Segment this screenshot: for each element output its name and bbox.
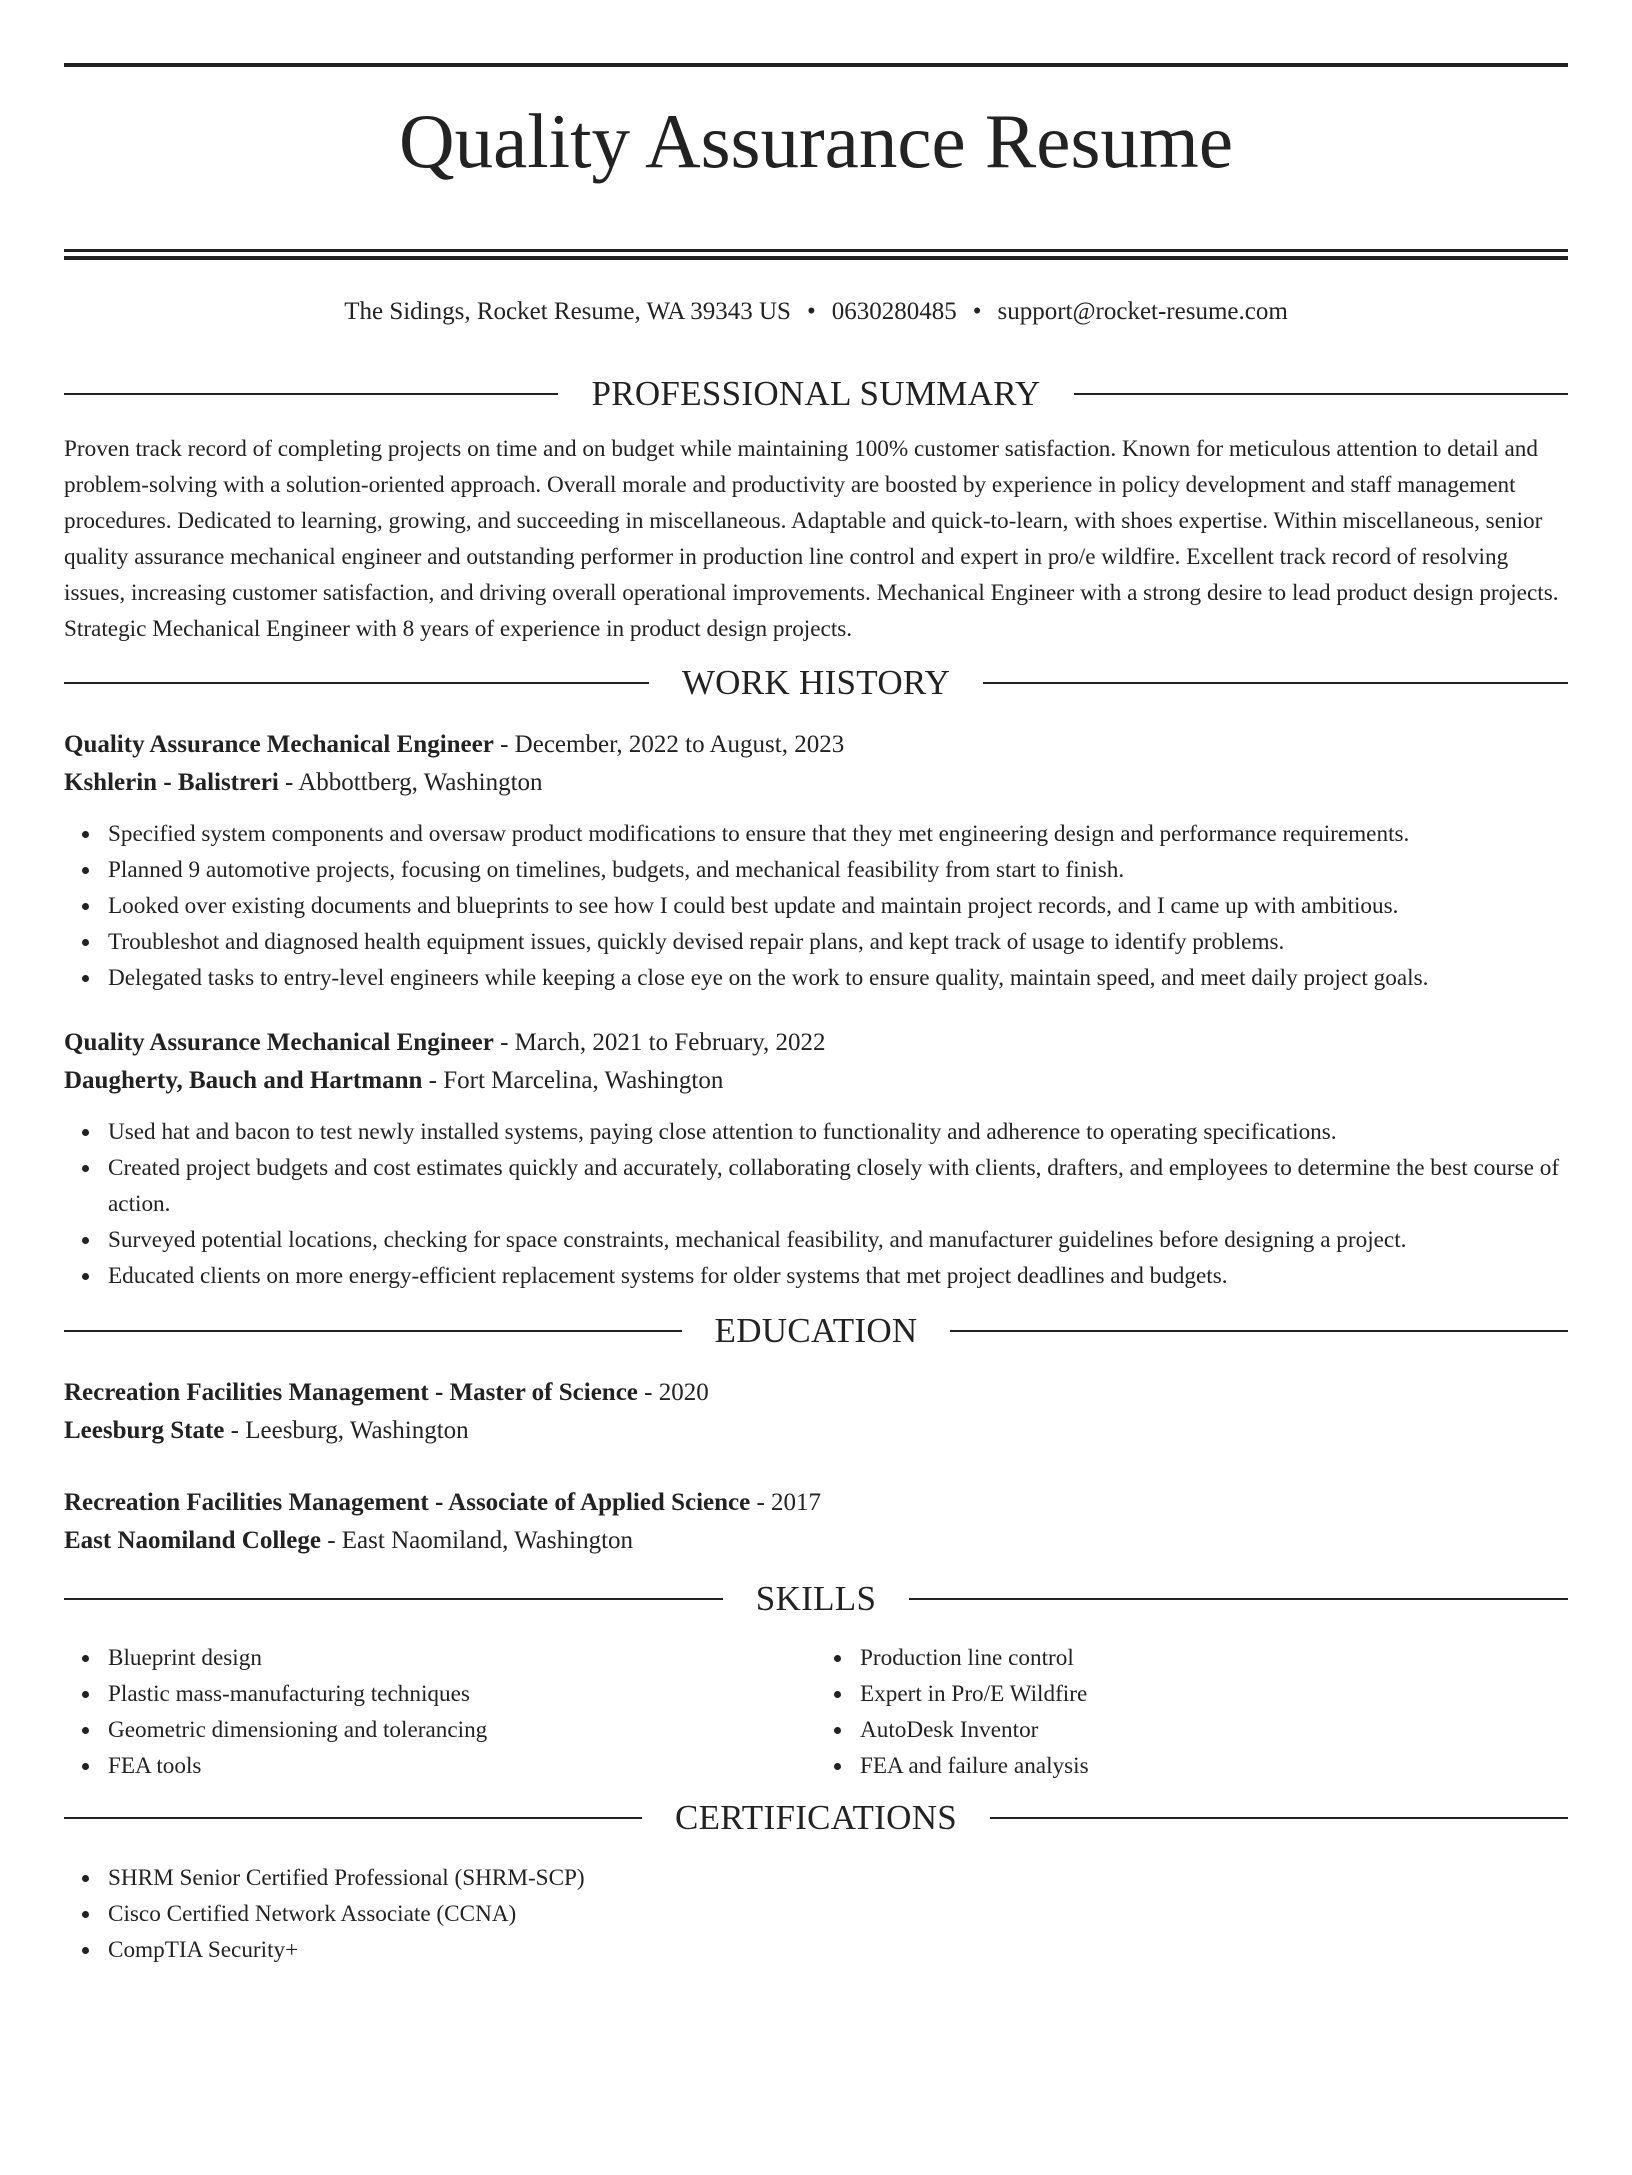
school-line	[64, 1412, 1568, 1450]
contact-separator: •	[806, 298, 816, 325]
list-item: Expert in Pro/E Wildfire	[860, 1676, 1568, 1712]
work-entry	[64, 1024, 1568, 1294]
list-item: CompTIA Security+	[108, 1932, 1568, 1968]
section-rule	[990, 1817, 1568, 1819]
list-item: Plastic mass-manufacturing techniques	[108, 1676, 816, 1712]
company-location: - Abbottberg, Washington	[278, 769, 543, 796]
resume-page	[0, 63, 1632, 2175]
company-location: - Fort Marcelina, Washington	[422, 1067, 724, 1094]
list-item: Delegated tasks to entry-level engineers while keeping a close eye on the work to ensure quality, maintain speed, and meet daily project goals.	[108, 960, 1568, 996]
contact-separator: •	[972, 298, 982, 325]
certifications-list	[64, 1860, 1568, 1968]
list-item: Looked over existing documents and blueprints to see how I could best update and maintain project records, and I came up with ambitious.	[108, 888, 1568, 924]
section-title-work: WORK HISTORY	[681, 663, 951, 702]
education-entry	[64, 1484, 1568, 1560]
list-item: Production line control	[860, 1640, 1568, 1676]
list-item: Planned 9 automotive projects, focusing on timelines, budgets, and mechanical feasibility from start to finish.	[108, 852, 1568, 888]
job-title: Quality Assurance Mechanical Engineer	[64, 731, 494, 758]
list-item: Blueprint design	[108, 1640, 816, 1676]
section-rule	[64, 1817, 642, 1819]
degree-line	[64, 1374, 1568, 1412]
company-line	[64, 764, 1568, 802]
school-location: - Leesburg, Washington	[224, 1417, 469, 1444]
section-header-summary	[64, 374, 1568, 414]
title-double-rule	[64, 249, 1568, 260]
job-dates: - December, 2022 to August, 2023	[493, 731, 845, 758]
company-name: Daugherty, Bauch and Hartmann	[64, 1067, 423, 1094]
section-title-education: EDUCATION	[714, 1311, 918, 1350]
contact-address: The Sidings, Rocket Resume, WA 39343 US	[344, 298, 791, 325]
school-name: East Naomiland College	[64, 1527, 321, 1554]
school-line	[64, 1522, 1568, 1560]
section-rule	[64, 1598, 723, 1600]
section-title-certifications: CERTIFICATIONS	[674, 1798, 958, 1837]
contact-phone: 0630280485	[831, 298, 957, 325]
school-name: Leesburg State	[64, 1417, 225, 1444]
section-rule	[909, 1598, 1568, 1600]
section-rule	[64, 393, 558, 395]
list-item: Cisco Certified Network Associate (CCNA)	[108, 1896, 1568, 1932]
section-rule	[983, 682, 1568, 684]
company-line	[64, 1062, 1568, 1100]
section-title-skills: SKILLS	[755, 1579, 877, 1618]
list-item: Created project budgets and cost estimates quickly and accurately, collaborating closely with clients, drafters, and employees to determine the best course of action.	[108, 1150, 1568, 1222]
section-title-summary: PROFESSIONAL SUMMARY	[591, 374, 1041, 413]
skills-columns	[64, 1640, 1568, 1784]
work-entry	[64, 726, 1568, 996]
section-header-certifications	[64, 1798, 1568, 1838]
section-rule	[64, 1330, 682, 1332]
degree-name: Recreation Facilities Management - Master of Science	[64, 1379, 638, 1406]
section-header-work	[64, 663, 1568, 703]
job-title: Quality Assurance Mechanical Engineer	[64, 1029, 494, 1056]
list-item: Geometric dimensioning and tolerancing	[108, 1712, 816, 1748]
section-rule	[64, 682, 649, 684]
section-rule	[1074, 393, 1568, 395]
job-title-line	[64, 726, 1568, 764]
job-dates: - March, 2021 to February, 2022	[493, 1029, 826, 1056]
contact-email: support@rocket-resume.com	[997, 298, 1288, 325]
list-item: Specified system components and oversaw product modifications to ensure that they met engineering design and performance requirements.	[108, 816, 1568, 852]
job-title-line	[64, 1024, 1568, 1062]
job-bullets	[64, 1114, 1568, 1294]
list-item: Surveyed potential locations, checking for space constraints, mechanical feasibility, and manufacturer guidelines before designing a project.	[108, 1222, 1568, 1258]
list-item: SHRM Senior Certified Professional (SHRM-SCP)	[108, 1860, 1568, 1896]
skills-list-left	[64, 1640, 816, 1784]
degree-line	[64, 1484, 1568, 1522]
contact-line	[64, 297, 1568, 327]
section-rule	[950, 1330, 1568, 1332]
summary-text: Proven track record of completing projects on time and on budget while maintaining 100% customer satisfaction. Known for meticulous attention to detail and problem-solving with a solution-oriented approach. Overall morale and productivity are boosted by experience in policy development and staff management procedures. Dedicated to learning, growing, and succeeding in miscellaneous. Adaptable and quick-to-learn, with shoes expertise. Within miscellaneous, senior quality assurance mechanical engineer and outstanding performer in production line control and expert in pro/e wildfire. Excellent track record of resolving issues, increasing customer satisfaction, and driving overall operational improvements. Mechanical Engineer with a strong desire to lead product design projects. Strategic Mechanical Engineer with 8 years of experience in product design projects.	[64, 436, 1559, 642]
list-item: FEA and failure analysis	[860, 1748, 1568, 1784]
skills-list-right	[816, 1640, 1568, 1784]
degree-name: Recreation Facilities Management - Associate of Applied Science	[64, 1489, 751, 1516]
list-item: Educated clients on more energy-efficient replacement systems for older systems that met project deadlines and budgets.	[108, 1258, 1568, 1294]
section-header-education	[64, 1311, 1568, 1351]
job-bullets	[64, 816, 1568, 996]
company-name: Kshlerin - Balistreri	[64, 769, 279, 796]
degree-year: - 2020	[637, 1379, 709, 1406]
list-item: Used hat and bacon to test newly installed systems, paying close attention to functionality and adherence to operating specifications.	[108, 1114, 1568, 1150]
section-header-skills	[64, 1579, 1568, 1619]
list-item: Troubleshot and diagnosed health equipment issues, quickly devised repair plans, and kept track of usage to identify problems.	[108, 924, 1568, 960]
degree-year: - 2017	[750, 1489, 822, 1516]
list-item: AutoDesk Inventor	[860, 1712, 1568, 1748]
page-title: Quality Assurance Resume	[399, 98, 1233, 184]
school-location: - East Naomiland, Washington	[320, 1527, 634, 1554]
list-item: FEA tools	[108, 1748, 816, 1784]
education-entry	[64, 1374, 1568, 1450]
